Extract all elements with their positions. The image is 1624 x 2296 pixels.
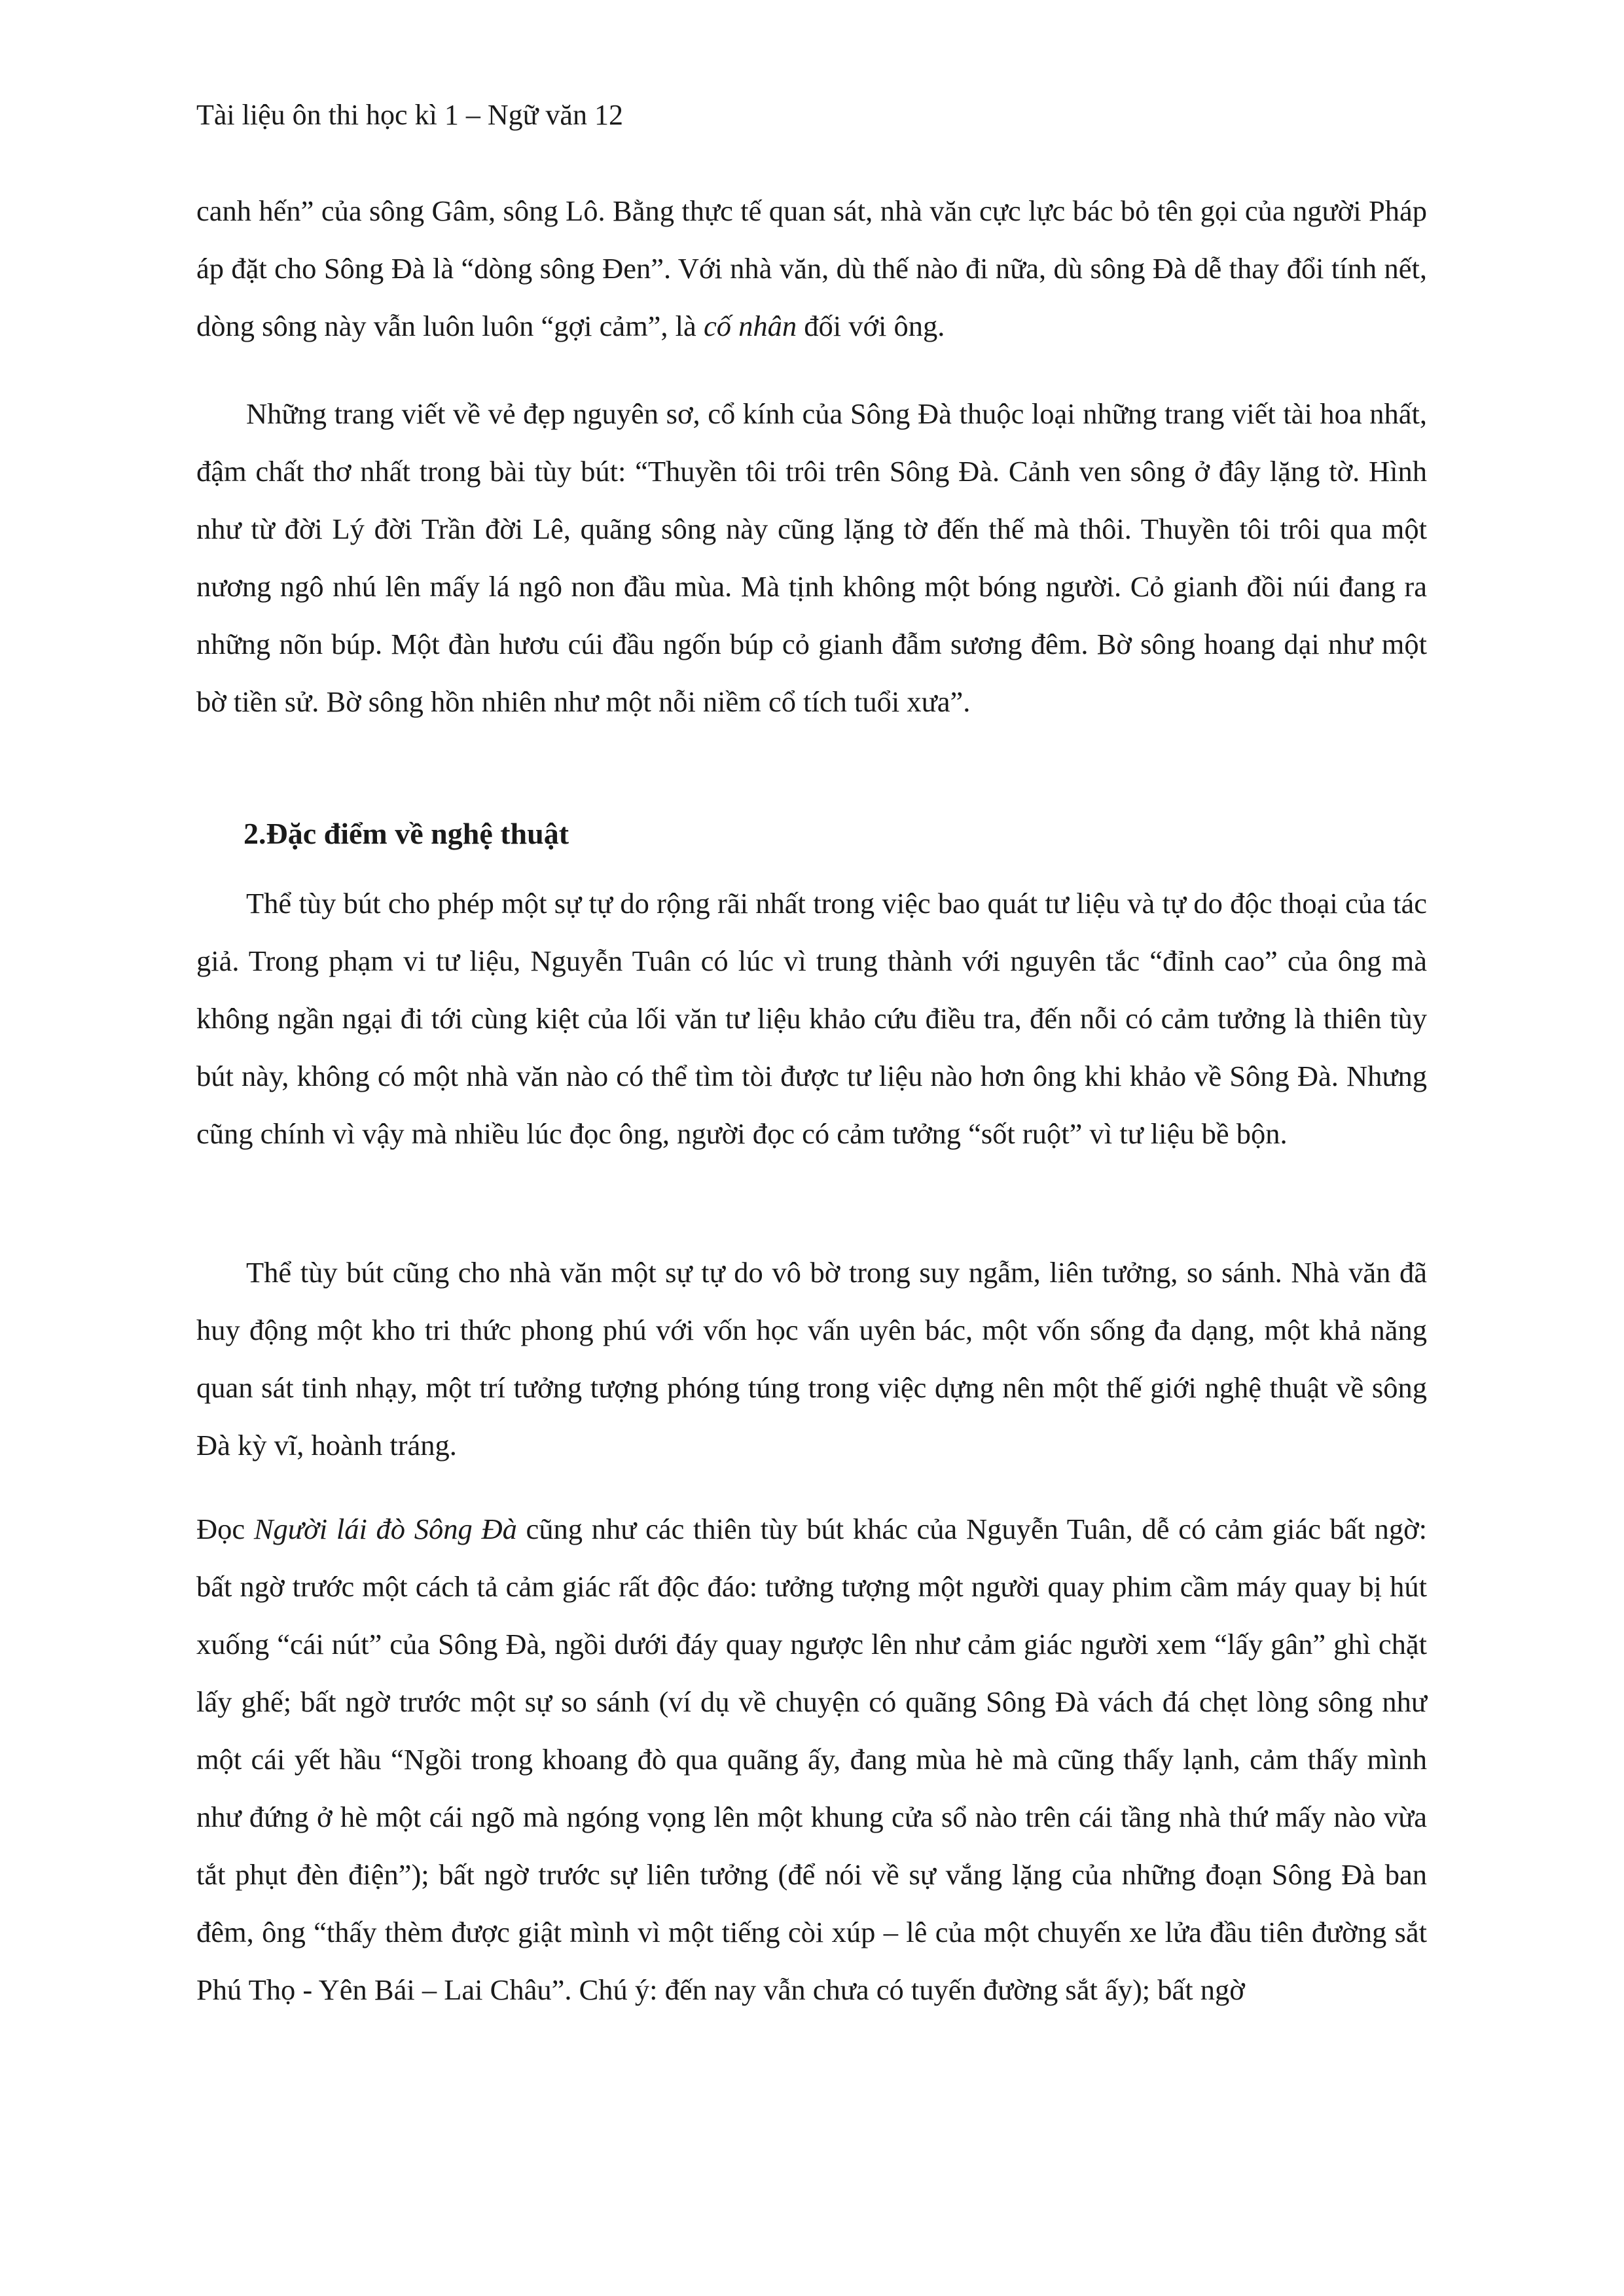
- section-heading: 2.Đặc điểm về nghệ thuật: [244, 817, 569, 850]
- paragraph-5-text-b: cũng như các thiên tùy bút khác của Nguyễn Tuân, dễ có cảm giác bất ngờ: bất ngờ trước một cách tả cảm giác rất độc đáo: tưởng tượng một người quay phim cầm máy quay bị hút xuống “cái nút” của Sông Đà, ngồi dưới đáy quay ngược lên như cảm giác người xem “lấy gân” ghì chặt lấy ghế; bất ngờ trước một sự so sánh (ví dụ về chuyện có quãng Sông Đà vách đá chẹt lòng sông như một cái yết hầu “Ngồi trong khoang đò qua quãng ấy, đang mùa hè mà cũng thấy lạnh, cảm thấy mình như đứng ở hè một cái ngõ mà ngóng vọng lên một khung cửa sổ nào trên cái tầng nhà thứ mấy nào vừa tắt phụt đèn điện”); bất ngờ trước sự liên tưởng (để nói về sự vắng lặng của những đoạn Sông Đà ban đêm, ông “thấy thèm được giật mình vì một tiếng còi xúp – lê của một chuyến xe lửa đầu tiên đường sắt Phú Thọ - Yên Bái – Lai Châu”. Chú ý: đến nay vẫn chưa có tuyến đường sắt ấy); bất ngờ: [196, 1513, 1427, 2006]
- paragraph-2: [196, 385, 1427, 730]
- paragraph-3-text: Thể tùy bút cho phép một sự tự do rộng rãi nhất trong việc bao quát tư liệu và tự do độc thoại của tác giả. Trong phạm vi tư liệu, Nguyễn Tuân có lúc vì trung thành với nguyên tắc “đỉnh cao” của ông mà không ngần ngại đi tới cùng kiệt của lối văn tư liệu khảo cứu điều tra, đến nỗi có cảm tưởng là thiên tùy bút này, không có một nhà văn nào có thể tìm tòi được tư liệu nào hơn ông khi khảo về Sông Đà. Nhưng cũng chính vì vậy mà nhiều lúc đọc ông, người đọc có cảm tưởng “sốt ruột” vì tư liệu bề bộn.: [196, 887, 1427, 1150]
- paragraph-3: [196, 874, 1427, 1162]
- paragraph-4-text: Thể tùy bút cũng cho nhà văn một sự tự do vô bờ trong suy ngẫm, liên tưởng, so sánh. Nhà văn đã huy động một kho tri thức phong phú với vốn học vấn uyên bác, một vốn sống đa dạng, một khả năng quan sát tinh nhạy, một trí tưởng tượng phóng túng trong việc dựng nên một thế giới nghệ thuật về sông Đà kỳ vĩ, hoành tráng.: [196, 1256, 1427, 1462]
- paragraph-1-text-a: canh hến” của sông Gâm, sông Lô. Bằng thực tế quan sát, nhà văn cực lực bác bỏ tên gọi của người Pháp áp đặt cho Sông Đà là “dòng sông Đen”. Với nhà văn, dù thế nào đi nữa, dù sông Đà dễ thay đổi tính nết, dòng sông này vẫn luôn luôn “gợi cảm”, là: [196, 194, 1427, 342]
- page-header: Tài liệu ôn thi học kì 1 – Ngữ văn 12: [196, 99, 623, 131]
- paragraph-1: [196, 182, 1427, 355]
- paragraph-5-text-a: Đọc: [196, 1513, 254, 1545]
- paragraph-5: [196, 1500, 1427, 2018]
- paragraph-4: [196, 1244, 1427, 1474]
- paragraph-1-italic: cố nhân: [703, 310, 797, 342]
- paragraph-5-italic: Người lái đò Sông Đà: [253, 1513, 517, 1545]
- paragraph-2-text: Những trang viết về vẻ đẹp nguyên sơ, cổ kính của Sông Đà thuộc loại những trang viết tài hoa nhất, đậm chất thơ nhất trong bài tùy bút: “Thuyền tôi trôi trên Sông Đà. Cảnh ven sông ở đây lặng tờ. Hình như từ đời Lý đời Trần đời Lê, quãng sông này cũng lặng tờ đến thế mà thôi. Thuyền tôi trôi qua một nương ngô nhú lên mấy lá ngô non đầu mùa. Mà tịnh không một bóng người. Cỏ gianh đồi núi đang ra những nõn búp. Một đàn hươu cúi đầu ngốn búp cỏ gianh đẫm sương đêm. Bờ sông hoang dại như một bờ tiền sử. Bờ sông hồn nhiên như một nỗi niềm cổ tích tuổi xưa”.: [196, 397, 1427, 718]
- paragraph-1-text-b: đối với ông.: [797, 310, 945, 342]
